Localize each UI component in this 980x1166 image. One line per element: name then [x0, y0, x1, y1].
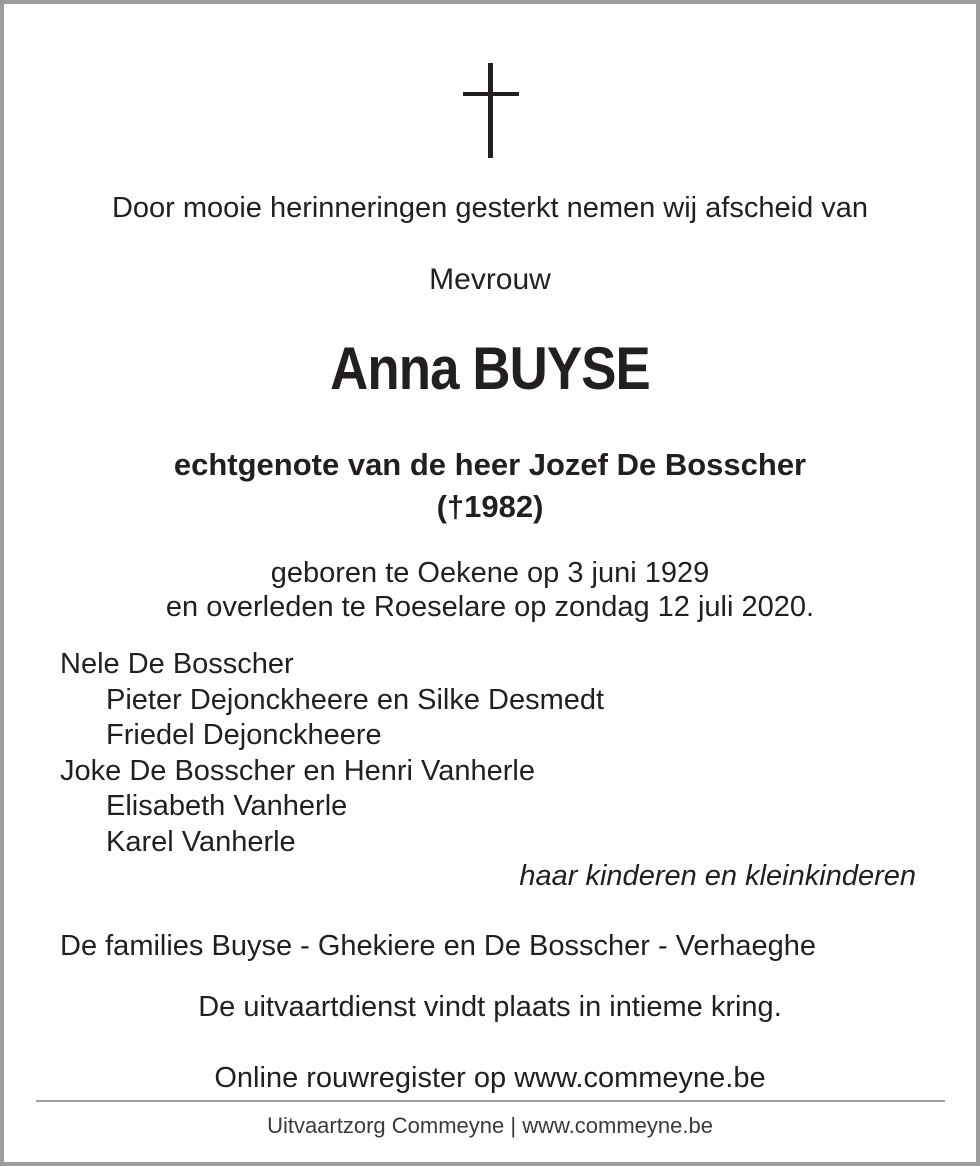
cross-vertical-bar	[488, 63, 493, 158]
honorific: Mevrouw	[429, 263, 551, 296]
family-member: Elisabeth Vanherle	[106, 790, 348, 822]
spouse-line: echtgenote van de heer Jozef De Bosscher	[173, 447, 807, 482]
spouse-death-year: (†1982)	[436, 489, 544, 524]
family-signoff: haar kinderen en kleinkinderen	[519, 860, 916, 892]
service-notice: De uitvaartdienst vindt plaats in intieme kring.	[198, 991, 782, 1023]
family-list	[60, 647, 920, 860]
cross-horizontal-bar	[463, 92, 519, 96]
footer-text: Uitvaartzorg Commeyne | www.commeyne.be	[267, 1113, 713, 1138]
family-member: Joke De Bosscher en Henri Vanherle	[60, 754, 535, 787]
cross-icon	[463, 63, 519, 158]
family-member: Friedel Dejonckheere	[106, 719, 382, 751]
birth-line: geboren te Oekene op 3 juni 1929	[270, 557, 710, 589]
extended-families: De families Buyse - Ghekiere en De Bosscher - Verhaeghe	[60, 930, 816, 962]
family-member: Pieter Dejonckheere en Silke Desmedt	[106, 683, 605, 716]
online-register: Online rouwregister op www.commeyne.be	[214, 1062, 766, 1094]
family-member: Nele De Bosscher	[60, 648, 294, 680]
intro-text: Door mooie herinneringen gesterkt nemen wij afscheid van	[111, 192, 869, 224]
footer-divider	[36, 1100, 945, 1102]
death-line: en overleden te Roeselare op zondag 12 juli 2020.	[165, 591, 815, 623]
family-member: Karel Vanherle	[106, 825, 296, 858]
deceased-name: Anna BUYSE	[330, 335, 650, 402]
